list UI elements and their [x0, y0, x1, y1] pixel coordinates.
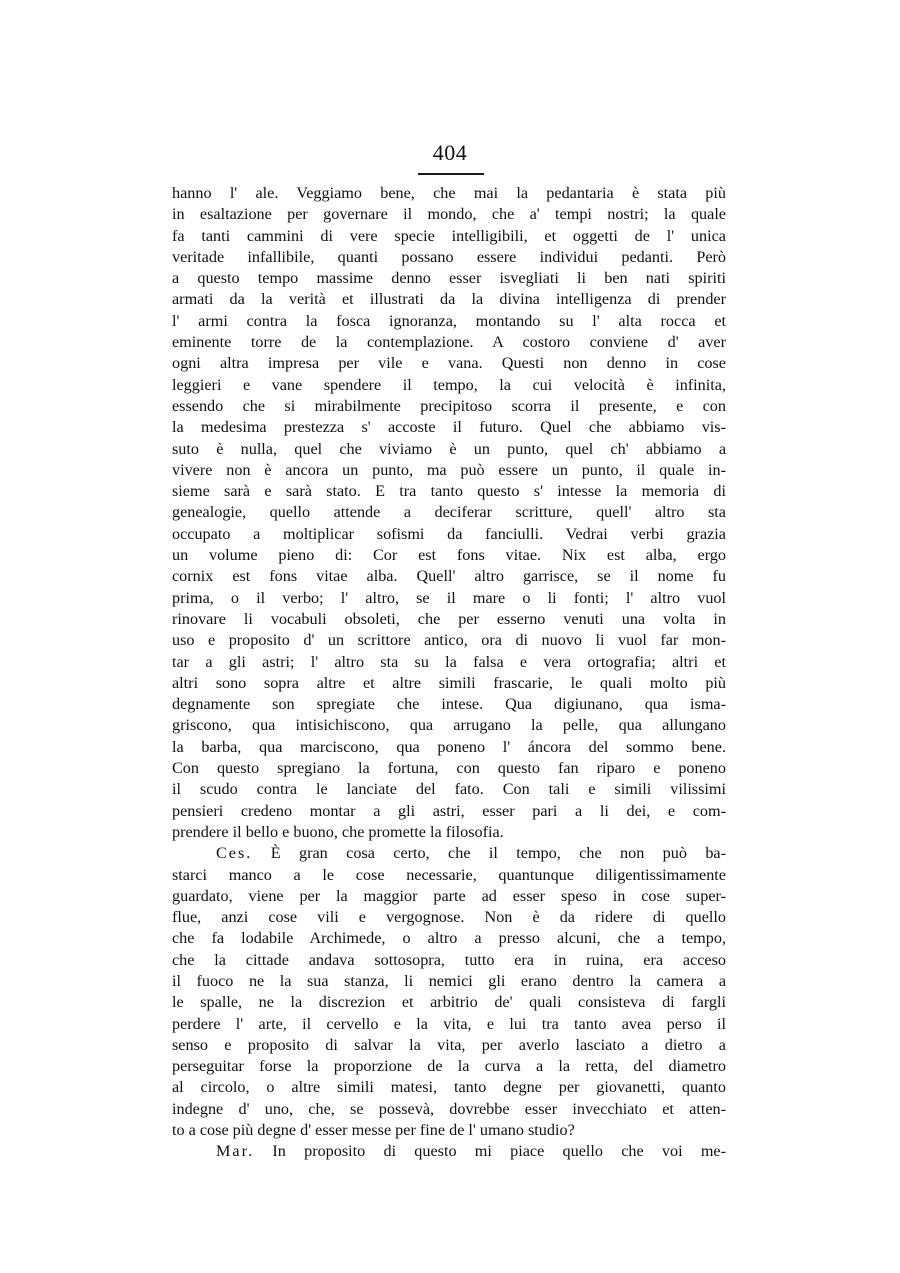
text-line: hanno l' ale. Veggiamo bene, che mai la pedantaria è stata più — [172, 184, 726, 202]
text-line: guardato, viene per la maggior parte ad esser speso in cose super- — [172, 886, 726, 905]
text-line: le spalle, ne la discrezion et arbitrio de' quali consisteva di fargli — [172, 993, 726, 1012]
text-line: un volume pieno di: Cor est fons vitae. Nix est alba, ergo — [172, 546, 726, 565]
dialogue-line-ces — [172, 843, 726, 864]
text-line: al circolo, o altre simili matesi, tanto degne per giovanetti, quanto — [172, 1078, 726, 1097]
text-line: suto è nulla, quel che viviamo è un punto, quel ch' abbiamo a — [172, 439, 726, 458]
text-line: indegne d' uno, che, se possevà, dovrebbe esser invecchiato et atten- — [172, 1099, 726, 1118]
text-line: la barba, qua marciscono, qua poneno l' áncora del sommo bene. — [172, 737, 726, 756]
speaker-label: Mar. — [216, 1142, 255, 1161]
text-line: a questo tempo massime denno esser isvegliati li ben nati spiriti — [172, 269, 726, 288]
text-line: che la cittade andava sottosopra, tutto era in ruina, era acceso — [172, 950, 726, 969]
text-line: eminente torre de la contemplazione. A costoro conviene d' aver — [172, 333, 726, 352]
speaker-label: Ces. — [216, 844, 253, 863]
text-line: prendere il bello e buono, che promette la filosofia. — [172, 822, 504, 841]
text-line: fa tanti cammini di vere specie intelligibili, et oggetti de l' unica — [172, 226, 726, 245]
text-line: il scudo contra le lanciate del fato. Con tali e simili vilissimi — [172, 780, 726, 799]
dialogue-text: In proposito di questo mi piace quello che voi me- — [272, 1142, 727, 1161]
text-line: in esaltazione per governare il mondo, che a' tempi nostri; la quale — [172, 205, 726, 224]
text-line: l' armi contra la fosca ignoranza, montando su l' alta rocca et — [172, 311, 726, 330]
text-line: che fa lodabile Archimede, o altro a presso alcuni, che a tempo, — [172, 929, 726, 948]
text-line: pensieri credeno montar a gli astri, esser pari a li dei, e com- — [172, 801, 726, 820]
text-line: to a cose più degne d' esser messe per fine de l' umano studio? — [172, 1121, 575, 1140]
text-line: perdere l' arte, il cervello e la vita, e lui tra tanto avea perso il — [172, 1014, 726, 1033]
text-line: uso e proposito d' un scrittore antico, ora di nuovo li vuol far mon- — [172, 631, 726, 650]
dialogue-line-mar — [172, 1141, 726, 1162]
text-line: starci manco a le cose necessarie, quantunque diligentissimamente — [172, 865, 726, 884]
text-line: vivere non è ancora un punto, ma può essere un punto, il quale in- — [172, 460, 726, 479]
text-line: occupato a moltiplicar sofismi da fanciulli. Vedrai verbi grazia — [172, 524, 726, 543]
text-line: sieme sarà e sarà stato. E tra tanto questo s' intesse la memoria di — [172, 482, 726, 501]
dialogue-text: È gran cosa certo, che il tempo, che non può ba- — [270, 844, 726, 863]
text-line: senso e proposito di salvar la vita, per averlo lasciato a dietro a — [172, 1035, 726, 1054]
text-line: rinovare li vocabuli obsoleti, che per esserno venuti una volta in — [172, 609, 726, 628]
text-line: tar a gli astri; l' altro sta su la falsa e vera ortografia; altri et — [172, 652, 726, 671]
header-rule — [418, 173, 484, 175]
text-line: leggieri e vane spendere il tempo, la cui velocità è infinita, — [172, 375, 726, 394]
text-line: cornix est fons vitae alba. Quell' altro garrisce, se il nome fu — [172, 567, 726, 586]
text-line: altri sono sopra altre et altre simili frascarie, le quali molto più — [172, 673, 726, 692]
text-line: armati da la verità et illustrati da la divina intelligenza di prender — [172, 290, 726, 309]
text-line: degnamente son spregiate che intese. Qua digiunano, qua isma- — [172, 695, 726, 714]
text-line: prima, o il verbo; l' altro, se il mare o li fonti; l' altro vuol — [172, 588, 726, 607]
text-line: griscono, qua intisichiscono, qua arrugano la pelle, qua allungano — [172, 716, 726, 735]
body-text — [172, 183, 726, 1163]
page-number: 404 — [432, 140, 468, 165]
text-line: ogni altra impresa per vile e vana. Questi non denno in cose — [172, 354, 726, 373]
text-line: flue, anzi cose vili e vergognose. Non è da ridere di quello — [172, 908, 726, 927]
text-line: la medesima prestezza s' accoste il futuro. Quel che abbiamo vis- — [172, 418, 726, 437]
text-line: il fuoco ne la sua stanza, li nemici gli erano dentro la camera a — [172, 971, 726, 990]
text-line: essendo che si mirabilmente precipitoso scorra il presente, e con — [172, 396, 726, 415]
text-line: genealogie, quello attende a deciferar scritture, quell' altro sta — [172, 503, 726, 522]
text-line: veritade infallibile, quanti possano essere individui pedanti. Però — [172, 247, 726, 266]
text-line: Con questo spregiano la fortuna, con questo fan riparo e poneno — [172, 759, 726, 778]
text-line: perseguitar forse la proporzione de la curva a la retta, del diametro — [172, 1057, 726, 1076]
